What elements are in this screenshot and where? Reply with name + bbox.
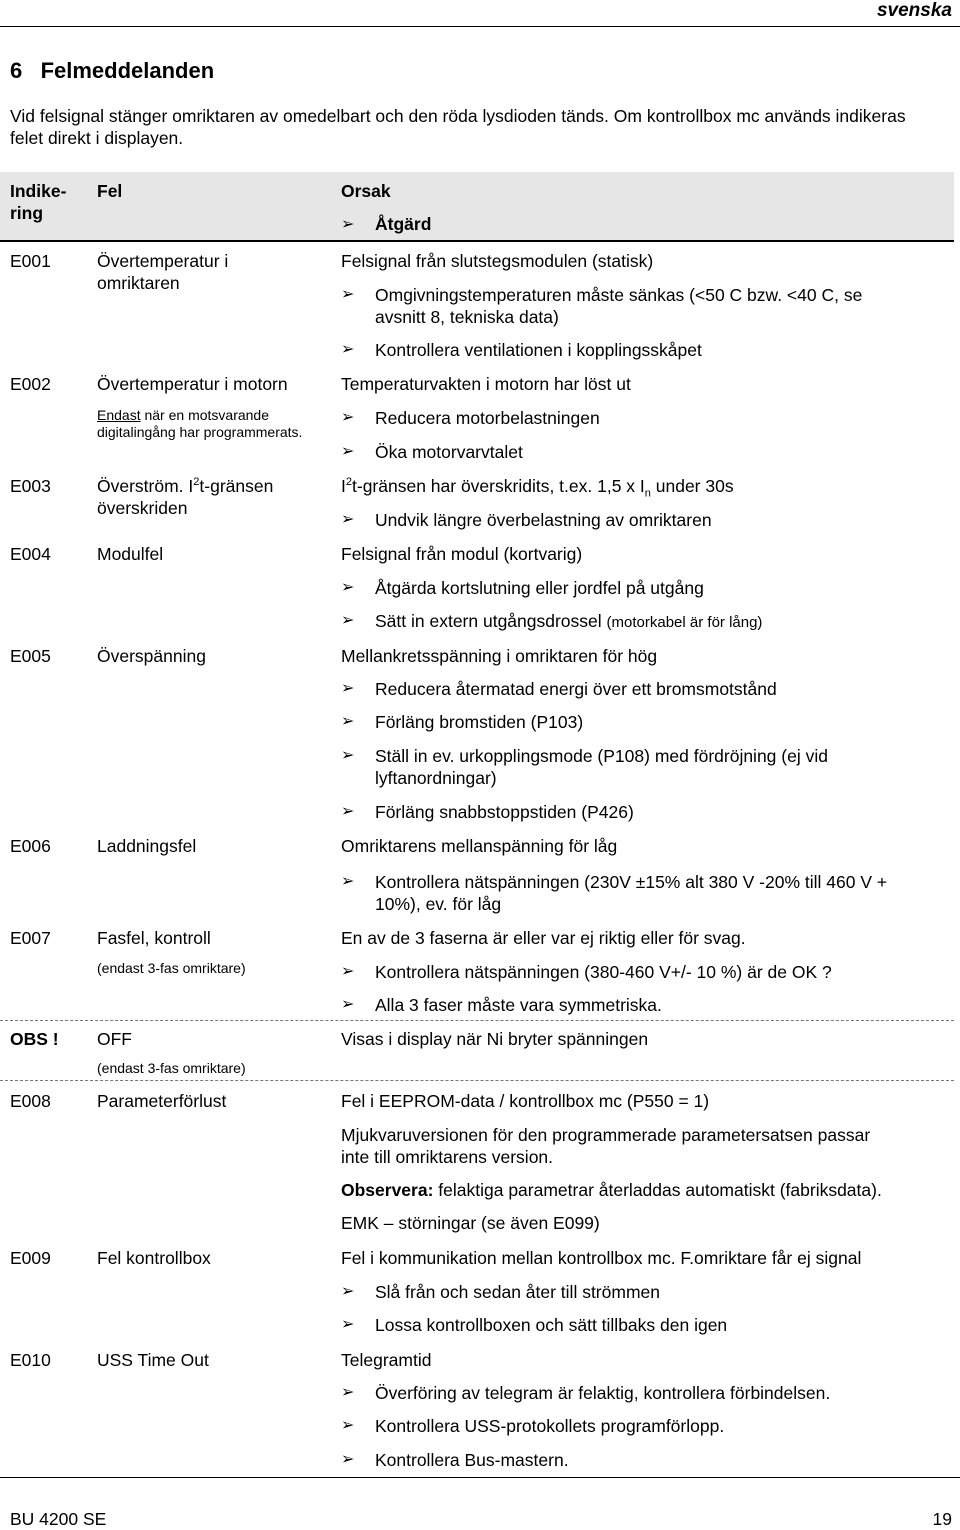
- cause-e008-p1b: inte till omriktarens version.: [341, 1147, 554, 1167]
- footer-rule: [0, 1477, 960, 1478]
- arrow-bullet-icon: ➢: [341, 1316, 355, 1333]
- header-fel: Fel: [97, 181, 123, 201]
- arrow-bullet-icon: ➢: [341, 1451, 355, 1468]
- arrow-bullet-icon: ➢: [341, 713, 355, 730]
- arrow-bullet-icon: ➢: [341, 1417, 355, 1434]
- action-e004-2-main: Sätt in extern utgångsdrossel: [375, 611, 607, 631]
- cause-e009: Fel i kommunikation mellan kontrollbox mc. F.omriktare får ej signal: [341, 1248, 862, 1268]
- action-e002-2: Öka motorvarvtalet: [375, 442, 523, 462]
- action-e009-2: Lossa kontrollboxen och sätt tillbaks den igen: [375, 1315, 728, 1335]
- table-header: [0, 172, 954, 242]
- action-e009-1: Slå från och sedan åter till strömmen: [375, 1282, 660, 1302]
- cause-e008-p3: EMK – störningar (se även E099): [341, 1213, 600, 1233]
- fault-e002: Övertemperatur i motorn: [97, 374, 288, 394]
- error-code-e004: E004: [10, 544, 51, 564]
- action-e005-4: Förläng snabbstoppstiden (P426): [375, 802, 634, 822]
- action-e005-2: Förläng bromstiden (P103): [375, 712, 584, 732]
- error-code-e009: E009: [10, 1248, 51, 1268]
- arrow-bullet-icon: ➢: [341, 511, 355, 528]
- cause-e006: Omriktarens mellanspänning för låg: [341, 836, 618, 856]
- error-code-e005: E005: [10, 646, 51, 666]
- fault-e010: USS Time Out: [97, 1350, 209, 1370]
- action-e001-2: Kontrollera ventilationen i kopplingsskåpet: [375, 340, 702, 360]
- cause-e008-p1a: Mjukvaruversionen för den programmerade parametersatsen passar: [341, 1125, 871, 1145]
- cause-e003: [341, 475, 734, 500]
- language-label: svenska: [876, 0, 952, 21]
- cause-e002: Temperaturvakten i motorn har löst ut: [341, 374, 631, 394]
- cause-e008-p2: [341, 1179, 882, 1201]
- action-e001-1a: Omgivningstemperaturen måste sänkas (<50 C bzw. <40 C, se: [375, 285, 863, 305]
- cause-e010: Telegramtid: [341, 1350, 432, 1370]
- observera-text: felaktiga parametrar återladdas automatiskt (fabriksdata).: [433, 1180, 882, 1200]
- fault-e002-note-2: digitalingång har programmerats.: [97, 424, 303, 440]
- note-underline: Endast: [97, 407, 141, 423]
- action-e006-1b: 10%), ev. för låg: [375, 894, 502, 914]
- cause-e001: Felsignal från slutstegsmodulen (statisk): [341, 251, 654, 271]
- action-e002-1: Reducera motorbelastningen: [375, 408, 600, 428]
- note-rest: när en motsvarande: [140, 407, 269, 423]
- arrow-bullet-icon: ➢: [341, 803, 355, 820]
- action-e005-3a: Ställ in ev. urkopplingsmode (P108) med fördröjning (ej vid: [375, 746, 828, 766]
- action-e007-1: Kontrollera nätspänningen (380-460 V+/- 10 %) är de OK ?: [375, 962, 832, 982]
- fault-e006: Laddningsfel: [97, 836, 197, 856]
- fault-off-note: (endast 3-fas omriktare): [97, 1060, 246, 1076]
- error-code-e006: E006: [10, 836, 51, 856]
- section-title: 6 Felmeddelanden: [10, 58, 215, 83]
- fault-e003-sup: 2: [193, 476, 200, 488]
- action-e004-2: [375, 610, 762, 632]
- cause-e005: Mellankretsspänning i omriktaren för hög: [341, 646, 658, 666]
- cause-e008: Fel i EEPROM-data / kontrollbox mc (P550 = 1): [341, 1091, 710, 1111]
- error-code-e002: E002: [10, 374, 51, 394]
- header-rule: [0, 26, 960, 27]
- arrow-bullet-icon: ➢: [341, 409, 355, 426]
- arrow-bullet-icon: ➢: [341, 612, 355, 629]
- cause-e003-a: I: [341, 476, 346, 496]
- cause-e004: Felsignal från modul (kortvarig): [341, 544, 583, 564]
- obs-label: OBS !: [10, 1029, 59, 1049]
- cause-off: Visas i display när Ni bryter spänningen: [341, 1029, 649, 1049]
- header-indikering-1: Indike-: [10, 181, 67, 201]
- row-separator: [0, 1080, 954, 1081]
- fault-e003-a: Överström. I: [97, 476, 194, 496]
- action-e004-1: Åtgärda kortslutning eller jordfel på utgång: [375, 578, 704, 598]
- fault-e009: Fel kontrollbox: [97, 1248, 211, 1268]
- fault-e001-line1: Övertemperatur i: [97, 251, 229, 271]
- cause-e003-sup: 2: [345, 476, 352, 488]
- action-e007-2: Alla 3 faser måste vara symmetriska.: [375, 995, 662, 1015]
- cause-e003-sub: n: [644, 487, 651, 500]
- error-code-e007: E007: [10, 928, 51, 948]
- action-e003-1: Undvik längre överbelastning av omriktaren: [375, 510, 712, 530]
- action-e006-1a: Kontrollera nätspänningen (230V ±15% alt 380 V -20% till 460 V +: [375, 872, 888, 892]
- action-e010-2: Kontrollera USS-protokollets programförlopp.: [375, 1416, 725, 1436]
- fault-e003-b: t-gränsen: [199, 476, 274, 496]
- arrow-bullet-icon: ➢: [341, 680, 355, 697]
- arrow-bullet-icon: ➢: [341, 963, 355, 980]
- fault-e007: Fasfel, kontroll: [97, 928, 211, 948]
- arrow-bullet-icon: ➢: [341, 747, 355, 764]
- page-number: 19: [932, 1509, 952, 1529]
- fault-e007-note: (endast 3-fas omriktare): [97, 960, 246, 976]
- error-code-e001: E001: [10, 251, 51, 271]
- action-e010-1: Överföring av telegram är felaktig, kontrollera förbindelsen.: [375, 1383, 831, 1403]
- arrow-bullet-icon: ➢: [341, 341, 355, 358]
- footer-doc-id: BU 4200 SE: [10, 1509, 107, 1529]
- fault-off: OFF: [97, 1029, 132, 1049]
- arrow-bullet-icon: ➢: [341, 1283, 355, 1300]
- cause-e003-c: under 30s: [650, 476, 734, 496]
- fault-e008: Parameterförlust: [97, 1091, 227, 1111]
- header-indikering-2: ring: [10, 203, 44, 223]
- arrow-bullet-icon: ➢: [341, 996, 355, 1013]
- arrow-bullet-icon: ➢: [341, 1384, 355, 1401]
- fault-e001-line2: omriktaren: [97, 273, 180, 293]
- action-e010-3: Kontrollera Bus-mastern.: [375, 1450, 569, 1470]
- action-e004-2-small: (motorkabel är för lång): [606, 614, 763, 631]
- arrow-bullet-icon: ➢: [341, 216, 355, 233]
- fault-e003-line1: [97, 475, 273, 497]
- arrow-bullet-icon: ➢: [341, 579, 355, 596]
- arrow-bullet-icon: ➢: [341, 443, 355, 460]
- cause-e007: En av de 3 faserna är eller var ej riktig eller för svag.: [341, 928, 746, 948]
- error-code-e010: E010: [10, 1350, 51, 1370]
- fault-e004: Modulfel: [97, 544, 164, 564]
- header-atgard: Åtgärd: [375, 214, 432, 234]
- fault-e002-note-1: [97, 407, 269, 424]
- cause-e003-b: t-gränsen har överskridits, t.ex. 1,5 x I: [352, 476, 645, 496]
- header-orsak: Orsak: [341, 181, 391, 201]
- arrow-bullet-icon: ➢: [341, 286, 355, 303]
- action-e005-1: Reducera återmatad energi över ett bromsmotstånd: [375, 679, 777, 699]
- observera-label: Observera:: [341, 1180, 434, 1200]
- error-code-e003: E003: [10, 476, 51, 496]
- action-e005-3b: lyftanordningar): [375, 768, 497, 788]
- arrow-bullet-icon: ➢: [341, 873, 355, 890]
- fault-e005: Överspänning: [97, 646, 206, 666]
- row-separator: [0, 1020, 954, 1021]
- fault-e003-line2: överskriden: [97, 498, 188, 518]
- action-e001-1b: avsnitt 8, tekniska data): [375, 307, 559, 327]
- intro-text: Vid felsignal stänger omriktaren av omedelbart och den röda lysdioden tänds. Om kontrollbox mc används indikeras felet direkt i displayen.: [10, 106, 906, 148]
- error-code-e008: E008: [10, 1091, 51, 1111]
